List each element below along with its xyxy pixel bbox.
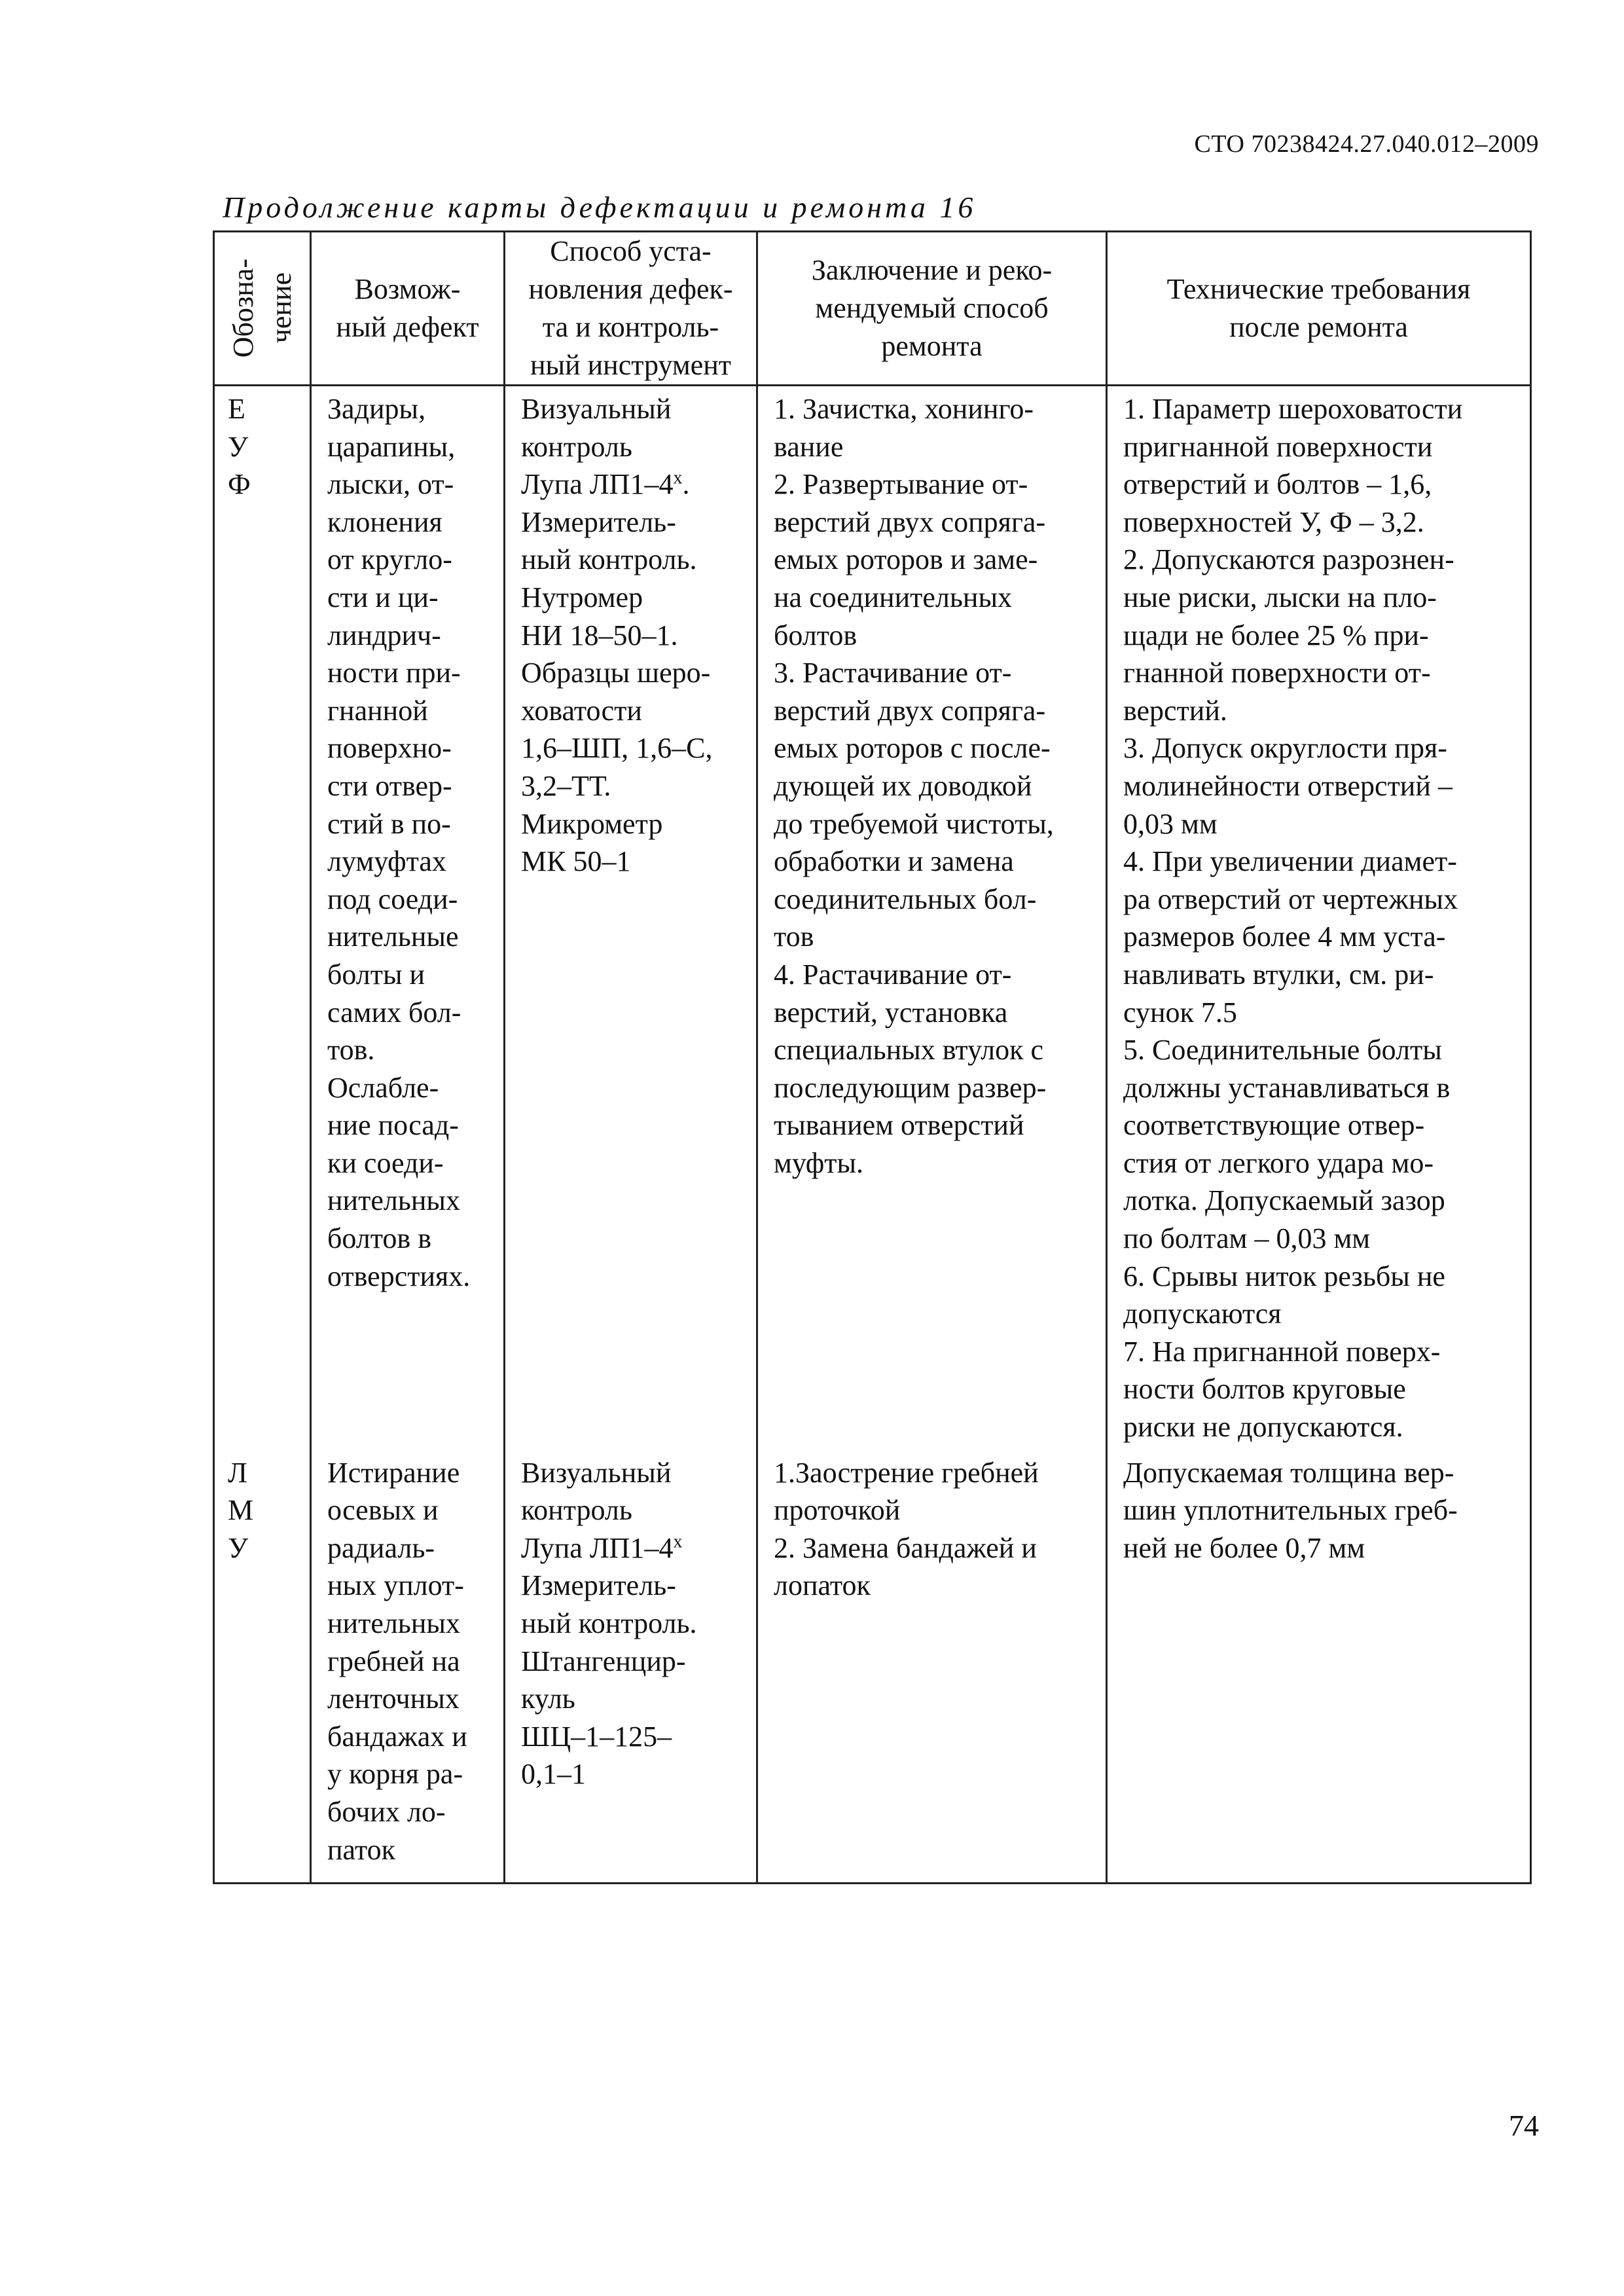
header-possible-defect: Возмож- ный дефект [311, 232, 505, 386]
conclusion-text: 1. Зачистка, хонинго- вание 2. Развертывание от- верстий двух сопряга- емых роторов и заме- на соединительных болтов 3. Растачивание от- верстий двух сопряга- емых роторов с после- дующей их доводкой до требуемой чистоты, обработки и замена соединительных бол- тов 4. Растачивание от- верстий, установка специальных втулок с последующим развер- тыванием отверстий муфты. [774, 393, 1054, 1179]
table-row [214, 1450, 1531, 1884]
defect-text: Истирание осевых и радиаль- ных уплот- нительных гребней на ленточных бандажах и у корня ра- бочих ло- паток [327, 1456, 467, 1866]
conclusion-text: 1.Заострение гребней проточкой 2. Замена бандажей и лопаток [774, 1456, 1039, 1602]
header-requirements: Технические требования после ремонта [1107, 232, 1531, 386]
page-number: 74 [1509, 2109, 1539, 2142]
requirements-text: Допускаемая толщина вер- шин уплотнительных греб- ней не более 0,7 мм [1123, 1456, 1458, 1564]
superscript-mark: х [673, 1531, 683, 1552]
table-row [214, 386, 1531, 1450]
header-detection-method: Способ уста- новления дефек- та и контроль- ный инструмент [505, 232, 757, 386]
defect-repair-table [213, 230, 1532, 1884]
superscript-mark: х [673, 467, 683, 488]
method-text: Визуальный контроль Лупа $ЛП1-4^х$ Измеритель- ный контроль. Штангенцир- куль ШЦ–1–125– 0,1–1 [521, 1456, 697, 1791]
designation-text: Л М У [228, 1456, 254, 1564]
designation-text: Е У Ф [228, 393, 251, 501]
requirements-cell [1107, 386, 1531, 1450]
header-designation: Обозна- чение [214, 232, 311, 386]
header-conclusion: Заключение и реко- мендуемый способ ремонта [757, 232, 1107, 386]
requirements-cell [1107, 1450, 1531, 1884]
designation-cell [214, 1450, 311, 1884]
method-cell [505, 1450, 757, 1884]
designation-cell [214, 386, 311, 1450]
method-text: Визуальный контроль Лупа $ЛП1-4^х$. Измеритель- ный контроль. Нутромер НИ 18–50–1. Образцы шеро- ховатости 1,6–ШП, 1,6–С, 3,2–ТТ. Микрометр МК 50–1 [521, 393, 713, 878]
requirements-text: 1. Параметр шероховатости пригнанной поверхности отверстий и болтов – 1,6, поверхностей У, Ф – 3,2. 2. Допускаются разрознен- ные риски, лыски на пло- щади не более 25 % при- гнанной поверхности от- верстий. 3. Допуск округлости пря- молинейности отверстий – 0,03 мм 4. При увеличении диамет- ра отверстий от чертежных размеров более 4 мм уста- навливать втулки, см. ри- сунок 7.5 5. Соединительные болты должны устанавливаться в соответствующие отвер- стия от легкого удара мо- лотка. Допускаемый зазор по болтам – 0,03 мм 6. Срывы ниток резьбы не допускаются 7. На пригнанной поверх- ности болтов круговые риски не допускаются. [1123, 393, 1463, 1444]
defect-cell [311, 1450, 505, 1884]
defect-cell [311, 386, 505, 1450]
conclusion-cell [757, 1450, 1107, 1884]
document-code: СТО 70238424.27.040.012–2009 [1194, 130, 1539, 158]
table-caption: Продолжение карты дефектации и ремонта 16 [223, 191, 977, 224]
conclusion-cell [757, 386, 1107, 1450]
defect-text: Задиры, царапины, лыски, от- клонения от кругло- сти и ци- линдрич- ности при- гнанной поверхно- сти отвер- стий в по- лумуфтах под соеди- нительные болты и самих бол- тов. Ослабле- ние посад- ки соеди- нительных болтов в отверстиях. [327, 393, 471, 1292]
table-header-row [214, 232, 1531, 386]
method-cell [505, 386, 757, 1450]
